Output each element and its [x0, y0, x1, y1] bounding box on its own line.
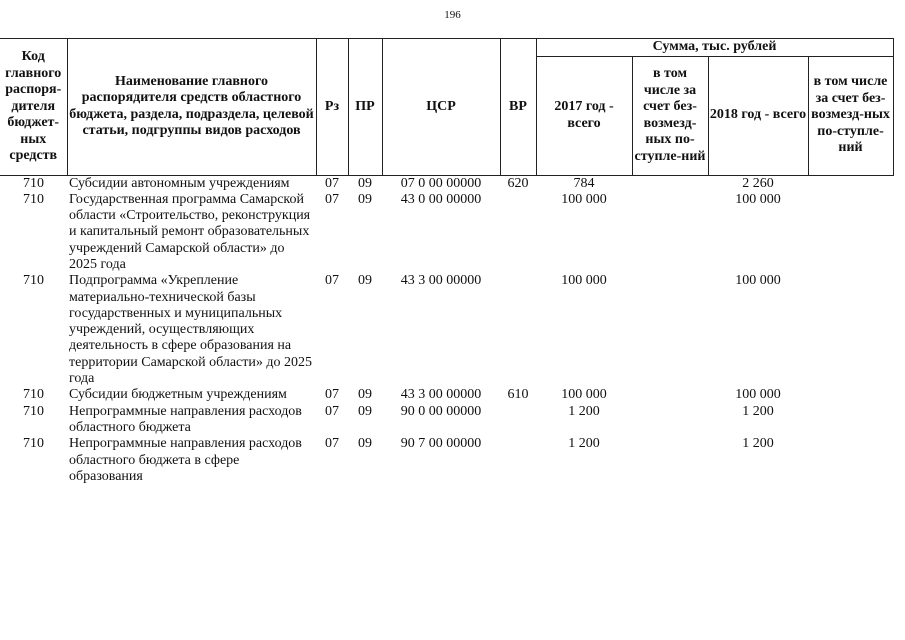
cell-csr: 43 3 00 00000 [400, 387, 482, 403]
page-number: 196 [444, 9, 461, 21]
cell-2017-total: 100 000 [561, 191, 607, 207]
cell-code: 710 [23, 273, 44, 289]
cell-2017-total: 784 [573, 175, 595, 191]
cell-vr: 620 [507, 175, 529, 191]
cell-code: 710 [23, 191, 44, 207]
cell-vr [500, 192, 536, 273]
cell-vr: 610 [507, 387, 529, 403]
cell-2017-total: 1 200 [568, 403, 600, 419]
cell-code: 710 [23, 436, 44, 452]
header-vr: ВР [500, 39, 536, 176]
cell-csr: 43 0 00 00000 [400, 191, 482, 207]
cell-vr [500, 436, 536, 485]
header-csr: ЦСР [382, 39, 500, 176]
cell-code: 710 [23, 387, 44, 403]
cell-csr: 90 0 00 00000 [400, 403, 482, 419]
cell-2017-free [632, 436, 708, 485]
cell-rz: 07 [325, 191, 339, 207]
cell-2018-total: 100 000 [735, 273, 781, 289]
header-2018-free: в том числе за счет без-возмезд-ных по-ступле-ний [808, 56, 893, 175]
cell-2018-free [808, 192, 893, 273]
cell-pr: 09 [358, 387, 372, 403]
table-body [0, 175, 893, 485]
cell-2018-free [808, 175, 893, 192]
cell-pr: 09 [358, 273, 372, 289]
cell-rz: 07 [325, 436, 339, 452]
cell-name: Непрограммные направления расходов областного бюджета [69, 403, 302, 435]
header-2017-free: в том числе за счет без-возмезд-ных по-ступле-ний [632, 56, 708, 175]
cell-pr: 09 [358, 436, 372, 452]
header-pr: ПР [348, 39, 382, 176]
cell-2018-free [808, 404, 893, 437]
cell-2017-total: 1 200 [568, 436, 600, 452]
cell-2017-total: 100 000 [561, 387, 607, 403]
cell-rz: 07 [325, 175, 339, 191]
cell-code: 710 [23, 175, 44, 191]
header-2017-total: 2017 год - всего [536, 56, 632, 175]
cell-2018-total: 100 000 [735, 191, 781, 207]
cell-pr: 09 [358, 403, 372, 419]
cell-2018-total: 100 000 [735, 387, 781, 403]
cell-pr: 09 [358, 175, 372, 191]
cell-2017-free [632, 192, 708, 273]
cell-csr: 90 7 00 00000 [400, 436, 482, 452]
cell-2017-free [632, 273, 708, 387]
cell-2018-total: 1 200 [742, 436, 774, 452]
cell-name: Субсидии автономным учреждениям [69, 175, 290, 191]
table-row [0, 175, 893, 192]
cell-name: Государственная программа Самарской области «Строительство, реконструкция и капитальный ремонт образовательных учреждений Самарской области» до 2025 года [69, 191, 311, 272]
cell-2018-free [808, 273, 893, 387]
cell-rz: 07 [325, 387, 339, 403]
cell-2018-free [808, 436, 893, 485]
cell-code: 710 [23, 403, 44, 419]
table-header [0, 39, 893, 176]
cell-name: Подпрограмма «Укрепление материально-технической базы государственных и муниципальных учреждений, осуществляющих деятельность в сфере образования на территории Самарской области» до 2025 года [69, 273, 312, 387]
cell-2017-free [632, 387, 708, 403]
cell-pr: 09 [358, 191, 372, 207]
table-row [0, 436, 893, 485]
cell-csr: 07 0 00 00000 [400, 175, 482, 191]
header-code: Код главного распоря-дителя бюджет-ных средств [0, 39, 67, 176]
header-sum-group: Сумма, тыс. рублей [536, 39, 893, 57]
cell-rz: 07 [325, 403, 339, 419]
table-row [0, 404, 893, 437]
cell-2018-free [808, 387, 893, 403]
table-row [0, 387, 893, 403]
cell-name: Непрограммные направления расходов областного бюджета в сфере образования [69, 436, 302, 484]
table-row [0, 273, 893, 387]
budget-table [0, 38, 894, 485]
cell-2018-total: 1 200 [742, 403, 774, 419]
cell-vr [500, 404, 536, 437]
cell-2018-total: 2 260 [742, 175, 774, 191]
cell-name: Субсидии бюджетным учреждениям [69, 387, 287, 403]
cell-vr [500, 273, 536, 387]
table-row [0, 192, 893, 273]
cell-2017-total: 100 000 [561, 273, 607, 289]
header-2018-total: 2018 год - всего [708, 56, 808, 175]
cell-2017-free [632, 175, 708, 192]
header-rz: Рз [316, 39, 348, 176]
cell-2017-free [632, 404, 708, 437]
header-name: Наименование главного распорядителя средств областного бюджета, раздела, подраздела, целевой статьи, подгруппы видов расходов [67, 39, 316, 176]
cell-rz: 07 [325, 273, 339, 289]
cell-csr: 43 3 00 00000 [400, 273, 482, 289]
